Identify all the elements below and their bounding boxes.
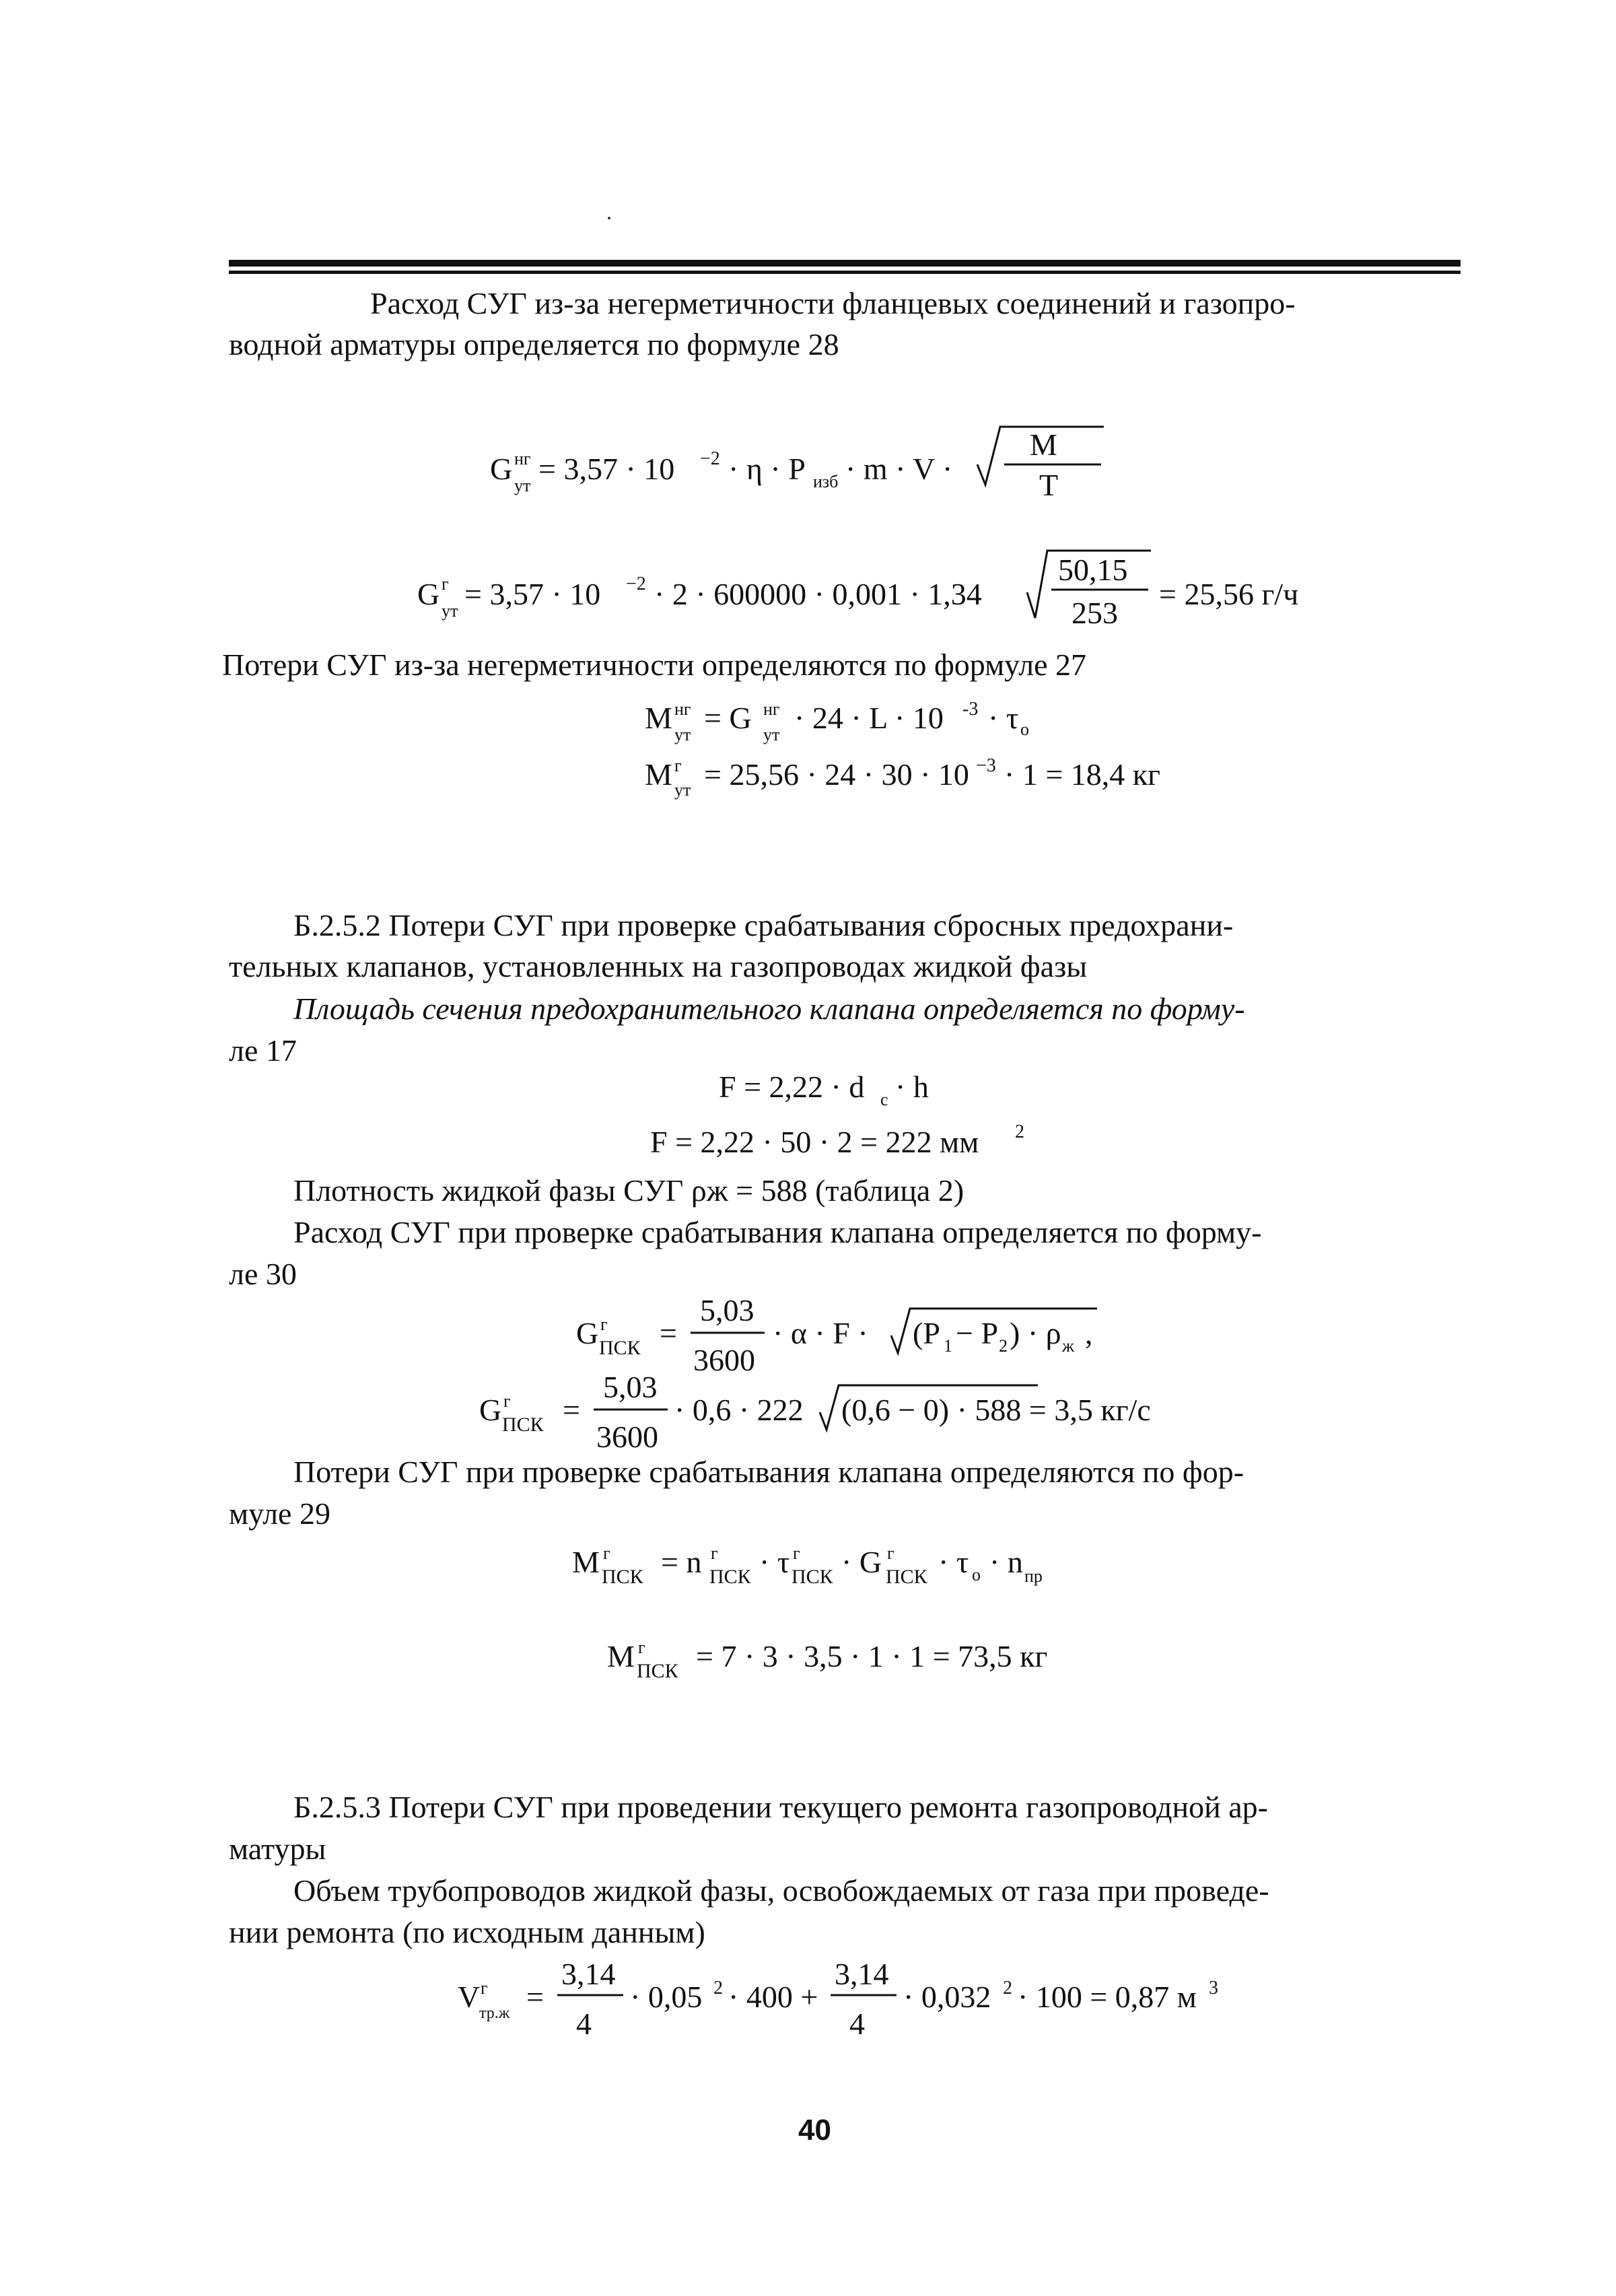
paragraph-flow-flange-line2: водной арматуры определяется по формуле 28 [229,327,839,361]
svg-text:· n: · n [989,1545,1023,1579]
svg-text:· 400 +: · 400 + [728,1980,818,2014]
svg-text:2: 2 [999,1336,1008,1356]
svg-text:M: M [645,757,672,792]
svg-text:г: г [674,756,682,775]
svg-text:3600: 3600 [596,1420,658,1454]
svg-text:· τ: · τ [938,1545,969,1579]
svg-text:4: 4 [576,2007,592,2041]
svg-text:ПСК: ПСК [886,1566,927,1588]
svg-text:−2: −2 [626,573,646,594]
section-b252-line2: тельных клапанов, установленных на газопроводах жидкой фазы [229,949,1088,983]
section-b253-line1: Б.2.5.3 Потери СУГ при проведении текущего ремонта газопроводной ар- [293,1790,1268,1824]
svg-text:г: г [603,1543,610,1563]
svg-text:V: V [458,1980,481,2014]
svg-text:M: M [645,701,672,735]
svg-text:= G: = G [704,701,752,735]
svg-text:M: M [572,1545,600,1579]
svg-text:= 7 · 3 · 3,5 · 1 · 1 = 73,5: = 7 · 3 · 3,5 · 1 · 1 = 73,5 кг [696,1639,1048,1673]
svg-text:пр: пр [1024,1566,1043,1586]
svg-text:M: M [607,1639,635,1673]
svg-text:253: 253 [1072,596,1118,630]
svg-text:г: г [600,1315,608,1334]
svg-text:о: о [972,1565,981,1585]
svg-text:г: г [481,1978,488,1998]
svg-text:5,03: 5,03 [603,1370,658,1404]
svg-text:· 1 = 18,4 кг: · 1 = 18,4 кг [1004,757,1160,792]
svg-text:3600: 3600 [693,1343,755,1377]
svg-text:= 25,56 · 24 · 30 · 10: = 25,56 · 24 · 30 · 10 [704,757,969,792]
paragraph-volume-line2: нии ремонта (по исходным данным) [229,1915,705,1949]
svg-text:-3: -3 [962,699,979,720]
svg-text:тр.ж: тр.ж [479,2005,510,2022]
svg-text:3,14: 3,14 [835,1957,889,1991]
svg-text:изб: изб [813,472,839,491]
paragraph-volume-line1: Объем трубопроводов жидкой фазы, освобождаемых от газа при проведе- [293,1873,1269,1908]
svg-text:нг: нг [763,699,780,719]
svg-text:=: = [660,1316,677,1350]
svg-text:· m · V ·: · m · V · [845,452,953,486]
svg-text:· 0,6 · 222: · 0,6 · 222 [674,1393,804,1427]
svg-text:2: 2 [713,1978,723,1998]
svg-text:3: 3 [1209,1978,1218,1998]
paragraph-flow-flange-line1: Расход СУГ из-за негерметичности фланцевых соединений и газопро- [370,286,1296,320]
svg-text:ПСК: ПСК [637,1660,678,1682]
svg-text:5,03: 5,03 [700,1293,754,1327]
svg-text:= n: = n [661,1545,702,1579]
svg-text:ут: ут [674,780,691,800]
svg-text:ПСК: ПСК [709,1566,751,1588]
svg-text:· 24 · L · 10: · 24 · L · 10 [794,701,944,735]
svg-text:1: 1 [944,1336,952,1356]
svg-text:нг: нг [514,449,531,468]
svg-text:,: , [1085,1316,1093,1350]
svg-text:= 25,56 г/ч: = 25,56 г/ч [1159,577,1299,611]
page-number: 40 [798,2114,831,2147]
svg-text:· 100 = 0,87 м: · 100 = 0,87 м [1018,1980,1197,2014]
svg-text:ПСК: ПСК [602,1566,643,1588]
svg-text:· τ: · τ [988,701,1019,735]
svg-text:(0,6 − 0) · 588 = 3,5 кг/с: (0,6 − 0) · 588 = 3,5 кг/с [841,1393,1151,1427]
svg-text:г: г [793,1543,800,1563]
svg-text:G: G [490,452,513,486]
svg-text:2: 2 [1003,1978,1012,1998]
svg-text:G: G [417,577,440,611]
svg-text:F = 2,22 · 50 · 2 = 222 мм: F = 2,22 · 50 · 2 = 222 мм [650,1125,979,1159]
svg-text:T: T [1039,468,1059,502]
svg-text:(P: (P [913,1316,940,1350]
svg-text:г: г [503,1391,511,1411]
paragraph-loss-valve-line1: Потери СУГ при проверке срабатывания клапана определяются по фор- [293,1455,1244,1489]
svg-text:−3: −3 [976,755,996,776]
svg-text:G: G [479,1393,502,1427]
svg-text:= 3,57 · 10: = 3,57 · 10 [464,577,601,611]
svg-text:· G: · G [841,1545,882,1579]
paragraph-flow-valve-line2: ле 30 [229,1257,297,1291]
svg-text:ут: ут [674,725,691,744]
svg-text:50,15: 50,15 [1058,553,1128,587]
svg-text:− P: − P [956,1316,999,1350]
svg-text:· 0,05: · 0,05 [630,1980,703,2014]
paragraph-area-line1: Площадь сечения предохранительного клапана определяется по форму- [293,992,1245,1026]
svg-text:ПСК: ПСК [599,1337,641,1359]
svg-text:ут: ут [763,725,780,744]
svg-text:г: г [887,1543,894,1563]
svg-text:=: = [526,1980,544,2014]
svg-text:=: = [563,1393,580,1427]
svg-text:с: с [880,1090,888,1109]
svg-text:ПСК: ПСК [502,1414,544,1436]
svg-text:ут: ут [442,601,458,621]
svg-text:· η · P: · η · P [728,452,806,486]
svg-text:3,14: 3,14 [561,1957,616,1991]
svg-text:) · ρ: ) · ρ [1010,1316,1061,1350]
paragraph-area-line2: ле 17 [229,1033,297,1068]
svg-text:· 0,032: · 0,032 [903,1980,991,2014]
svg-text:ПСК: ПСК [792,1566,833,1588]
svg-text:· τ: · τ [759,1545,790,1579]
svg-text:г: г [638,1638,645,1657]
svg-text:= 3,57 · 10: = 3,57 · 10 [538,452,675,486]
svg-text:· 2 · 600000 · 0,001 · 1,34: · 2 · 600000 · 0,001 · 1,34 [654,577,982,611]
paragraph-loss-valve-line2: муле 29 [229,1496,330,1531]
svg-text:· α · F ·: · α · F · [773,1316,868,1350]
svg-text:G: G [576,1316,599,1350]
svg-text:о: о [1020,720,1029,739]
paragraph-flow-valve-line1: Расход СУГ при проверке срабатывания клапана определяется по форму- [293,1215,1262,1249]
paragraph-losses: Потери СУГ из-за негерметичности определяются по формуле 27 [222,648,1087,682]
svg-text:· h: · h [895,1070,929,1104]
svg-text:г: г [442,574,449,594]
svg-text:г: г [711,1543,718,1563]
svg-text:нг: нг [674,699,691,719]
section-b252-line1: Б.2.5.2 Потери СУГ при проверке срабатывания сбросных предохрани- [293,908,1234,942]
paragraph-density: Плотность жидкой фазы СУГ ρж = 588 (таблица 2) [293,1173,964,1208]
svg-text:2: 2 [1015,1121,1024,1142]
section-b253-line2: матуры [229,1832,326,1866]
svg-text:ж: ж [1062,1336,1074,1356]
svg-text:−2: −2 [700,448,720,469]
svg-text:4: 4 [849,2007,865,2041]
svg-text:ут: ут [514,476,531,495]
svg-text:F = 2,22 · d: F = 2,22 · d [719,1070,865,1104]
svg-text:M: M [1030,427,1057,462]
